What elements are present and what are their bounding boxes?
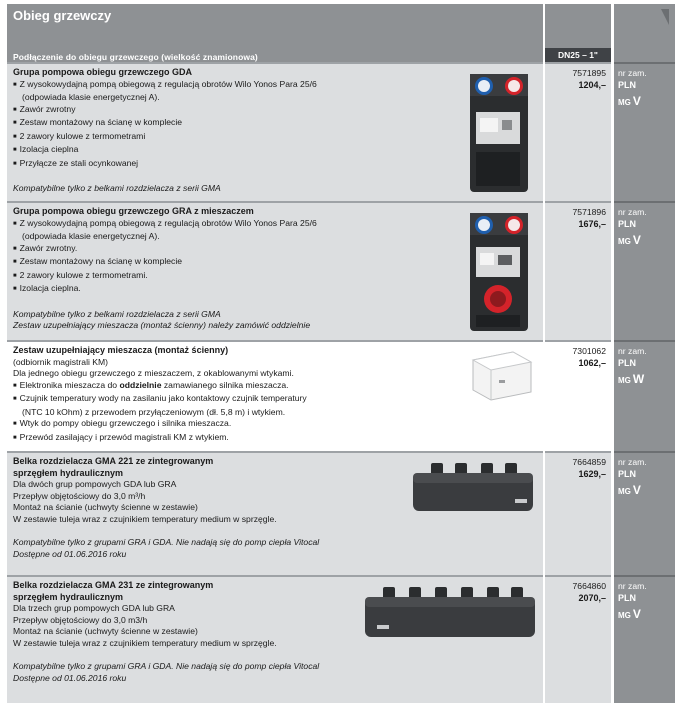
pump-group-gda-image bbox=[462, 68, 534, 196]
order-info-cell bbox=[614, 575, 675, 703]
feature-item: Przepływ objętościowy do 3,0 m3/h bbox=[13, 614, 148, 625]
order-number-label: nr zam. bbox=[618, 457, 647, 467]
feature-item: ■ Izolacja cieplna bbox=[13, 144, 317, 158]
order-info-cell bbox=[614, 340, 675, 451]
price-cell bbox=[545, 575, 611, 703]
price-cell bbox=[545, 340, 611, 451]
order-number-label: nr zam. bbox=[618, 581, 647, 591]
size-label: DN25 – 1" bbox=[545, 48, 611, 62]
side-header bbox=[614, 4, 675, 62]
product-title: Zestaw uzupełniający mieszacza (montaż ścienny) bbox=[13, 345, 229, 355]
feature-item: ■ Z wysokowydajną pompą obiegową z regulacją obrotów Wilo Yonos Para 25/6 bbox=[13, 218, 317, 232]
price-column bbox=[545, 4, 611, 703]
distributor-gma-231-image bbox=[361, 583, 539, 645]
product-row-gma-231 bbox=[7, 575, 543, 703]
feature-item: ■ Wtyk do pompy obiegu grzewczego i silnika mieszacza. bbox=[13, 418, 307, 432]
material-group: MG W bbox=[618, 372, 645, 386]
product-row-gma-221 bbox=[7, 451, 543, 575]
compatibility-note: Kompatybilne tylko z belkami rozdzielacza z serii GMA bbox=[13, 183, 221, 193]
order-number: 7664860 bbox=[572, 581, 606, 591]
currency-label: PLN bbox=[618, 469, 636, 479]
feature-item: ■ Izolacja cieplna. bbox=[13, 283, 317, 297]
product-title: Belka rozdzielacza GMA 231 ze zintegrowanym bbox=[13, 580, 214, 590]
availability-note: Dostępne od 01.06.2016 roku bbox=[13, 548, 127, 559]
feature-item: ■ Zawór zwrotny. bbox=[13, 243, 317, 257]
product-description bbox=[13, 580, 319, 684]
product-description bbox=[13, 345, 307, 445]
material-group: MG V bbox=[618, 233, 641, 247]
order-number-label: nr zam. bbox=[618, 207, 647, 217]
order-number: 7301062 bbox=[572, 346, 606, 356]
currency-label: PLN bbox=[618, 358, 636, 368]
feature-item: (NTC 10 kOhm) z przewodem przyłączeniowym (dł. 5,8 m) i wtykiem. bbox=[22, 406, 286, 417]
currency-label: PLN bbox=[618, 80, 636, 90]
feature-item: ■ Zestaw montażowy na ścianę w komplecie bbox=[13, 117, 317, 131]
product-description bbox=[13, 206, 317, 332]
feature-item: ■ Czujnik temperatury wody na zasilaniu jako kontaktowy czujnik temperatury bbox=[13, 393, 307, 407]
product-description bbox=[13, 67, 317, 195]
compatibility-note: Kompatybilne tylko z belkami rozdzielacza z serii GMA bbox=[13, 308, 221, 319]
price: 2070,– bbox=[578, 593, 606, 603]
price-cell bbox=[545, 62, 611, 201]
feature-item: W zestawie tuleja wraz z czujnikiem temperatury medium w sprzęgle. bbox=[13, 513, 277, 524]
order-number: 7664859 bbox=[572, 457, 606, 467]
distributor-gma-221-image bbox=[409, 459, 537, 519]
order-info-cell bbox=[614, 451, 675, 575]
material-group: MG V bbox=[618, 607, 641, 621]
compatibility-note: Kompatybilne tylko z grupami GRA i GDA. Nie nadają się do pomp ciepła Vitocal bbox=[13, 661, 320, 671]
currency-label: PLN bbox=[618, 593, 636, 603]
mixer-kit-image bbox=[469, 350, 535, 402]
product-title: Belka rozdzielacza GMA 221 ze zintegrowanym bbox=[13, 456, 214, 466]
page-title: Obieg grzewczy bbox=[13, 8, 112, 23]
price: 1204,– bbox=[578, 80, 606, 90]
availability-note: Dostępne od 01.06.2016 roku bbox=[13, 672, 127, 683]
page-corner-icon bbox=[659, 7, 671, 27]
feature-item: ■ Zawór zwrotny bbox=[13, 104, 317, 118]
compatibility-note: Kompatybilne tylko z grupami GRA i GDA. Nie nadają się do pomp ciepła Vitocal bbox=[13, 537, 320, 547]
product-description bbox=[13, 456, 319, 560]
side-info-column bbox=[614, 4, 675, 703]
product-row-gda bbox=[7, 62, 543, 201]
feature-item: ■ 2 zawory kulowe z termometrami bbox=[13, 131, 317, 145]
material-group: MG V bbox=[618, 94, 641, 108]
order-info-cell bbox=[614, 62, 675, 201]
feature-item: Dla dwóch grup pompowych GDA lub GRA bbox=[13, 479, 177, 489]
feature-item: ■ 2 zawory kulowe z termometrami. bbox=[13, 270, 317, 284]
price: 1676,– bbox=[578, 219, 606, 229]
product-row-gra bbox=[7, 201, 543, 340]
pump-group-gra-image bbox=[462, 207, 534, 335]
currency-label: PLN bbox=[618, 219, 636, 229]
order-number: 7571896 bbox=[572, 207, 606, 217]
feature-item: Dla jednego obiegu grzewczego z mieszaczem, z okablowanymi wtykami. bbox=[13, 368, 294, 378]
feature-item: Montaż na ścianie (uchwyty ścienne w zestawie) bbox=[13, 502, 198, 512]
order-number: 7571895 bbox=[572, 68, 606, 78]
product-title-line2: sprzęgłem hydraulicznym bbox=[13, 591, 124, 602]
feature-item: W zestawie tuleja wraz z czujnikiem temperatury medium w sprzęgle. bbox=[13, 637, 277, 648]
feature-item: ■ Przyłącze ze stali ocynkowanej bbox=[13, 158, 317, 172]
feature-item: Dla trzech grup pompowych GDA lub GRA bbox=[13, 603, 175, 613]
feature-item: ■ Przewód zasilający i przewód magistrali KM z wtykiem. bbox=[13, 432, 307, 446]
feature-item: ■ Elektronika mieszacza do oddzielnie zamawianego silnika mieszacza. bbox=[13, 380, 307, 394]
feature-item: Montaż na ścianie (uchwyty ścienne w zestawie) bbox=[13, 626, 198, 636]
product-title: Grupa pompowa obiegu grzewczego GDA bbox=[13, 67, 193, 77]
feature-item: (odpowiada klasie energetycznej A). bbox=[22, 231, 160, 241]
table-header bbox=[7, 4, 543, 62]
feature-item: (odbiornik magistrali KM) bbox=[13, 356, 109, 367]
feature-item: ■ Zestaw montażowy na ścianę w komplecie bbox=[13, 256, 317, 270]
price-cell bbox=[545, 451, 611, 575]
product-title: Grupa pompowa obiegu grzewczego GRA z mieszaczem bbox=[13, 206, 254, 216]
price-cell bbox=[545, 201, 611, 340]
product-title-line2: sprzęgłem hydraulicznym bbox=[13, 467, 124, 478]
order-number-label: nr zam. bbox=[618, 346, 647, 356]
product-table bbox=[7, 4, 543, 703]
feature-item: Przepływ objętościowy do 3,0 m³/h bbox=[13, 490, 146, 501]
order-info-cell bbox=[614, 201, 675, 340]
price: 1629,– bbox=[578, 469, 606, 479]
price: 1062,– bbox=[578, 358, 606, 368]
size-header bbox=[545, 4, 611, 62]
column-header-connection: Podłączenie do obiegu grzewczego (wielkość znamionowa) bbox=[13, 52, 258, 62]
feature-item: ■ Z wysokowydajną pompą obiegową z regulacją obrotów Wilo Yonos Para 25/6 bbox=[13, 79, 317, 93]
product-row-mixer-kit bbox=[7, 340, 543, 451]
material-group: MG V bbox=[618, 483, 641, 497]
order-note: Zestaw uzupełniający mieszacza (montaż ścienny) należy zamówić oddzielnie bbox=[13, 320, 311, 330]
feature-item: (odpowiada klasie energetycznej A). bbox=[22, 92, 160, 102]
order-number-label: nr zam. bbox=[618, 68, 647, 78]
